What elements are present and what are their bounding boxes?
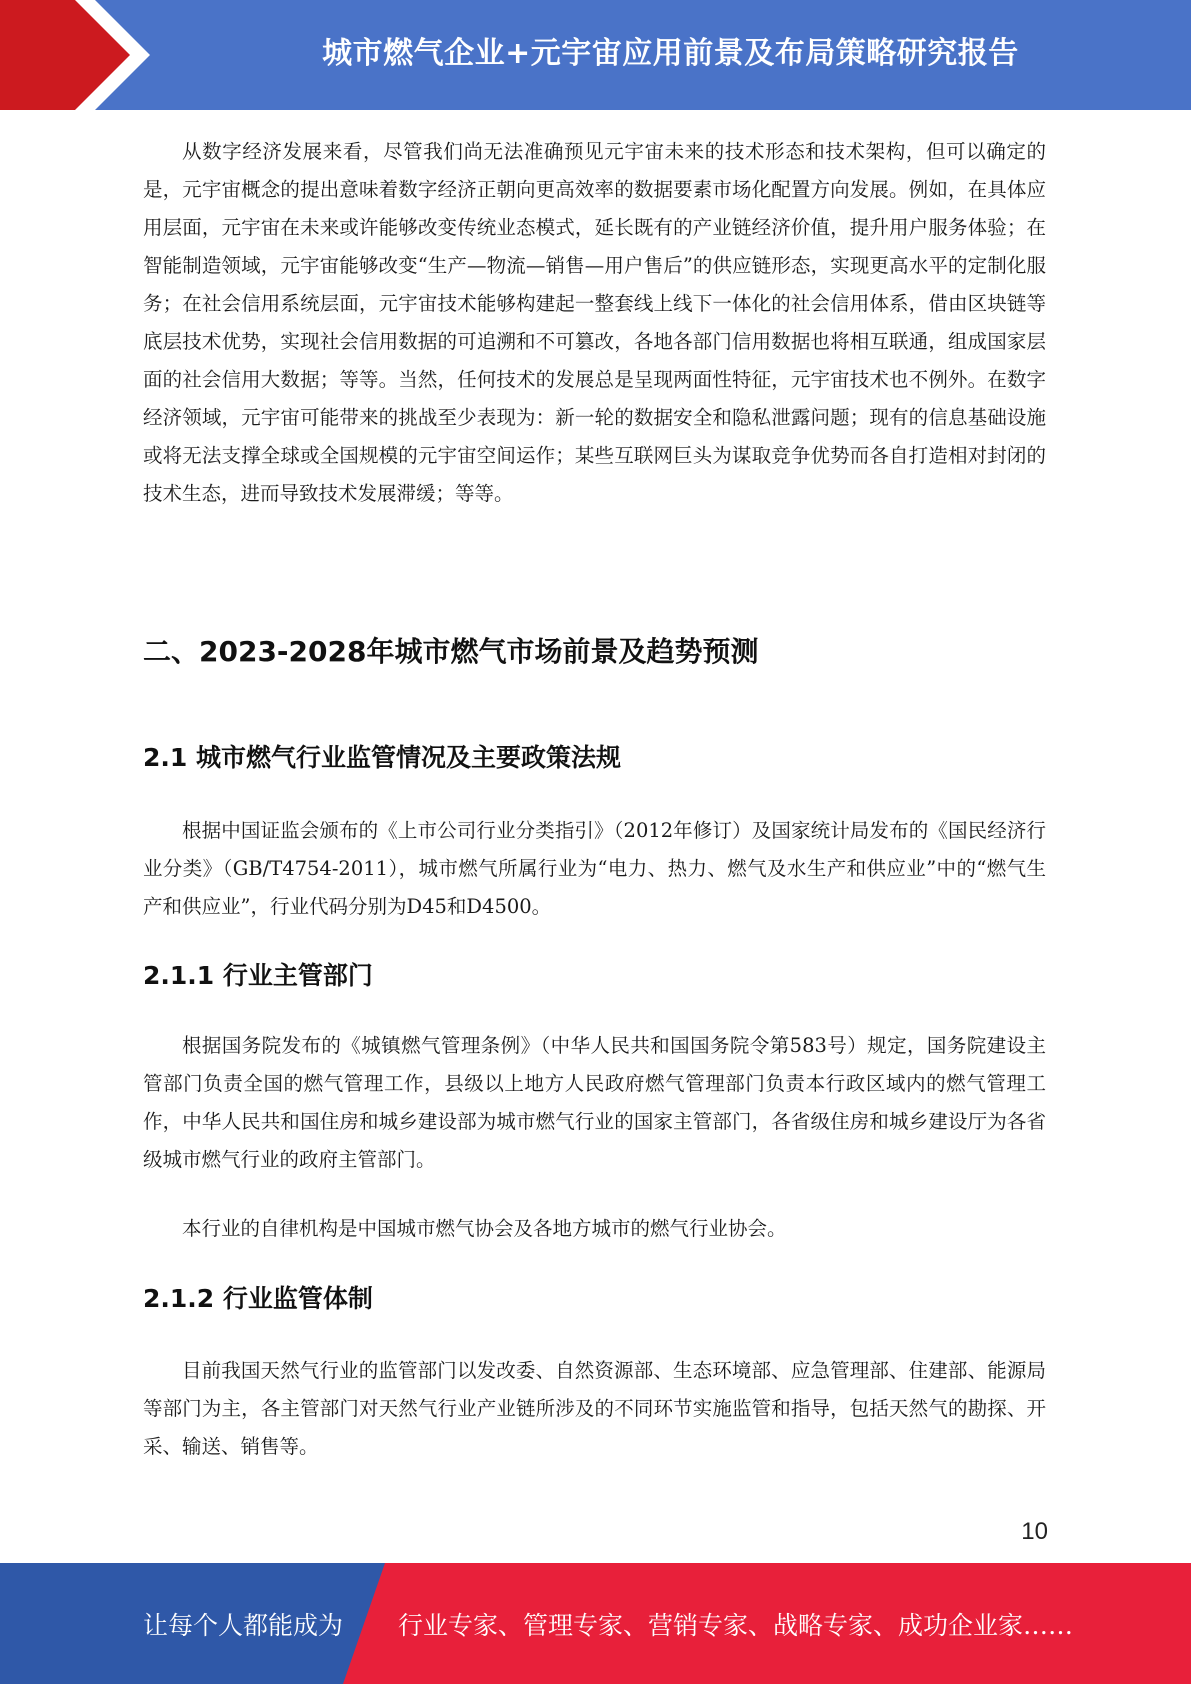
footer-slogan-right: 行业专家、管理专家、营销专家、战略专家、成功企业家…… <box>398 1610 1074 1640</box>
chevron-arrow-icon <box>0 0 160 110</box>
section-2-1-1-paragraph-1: 根据国务院发布的《城镇燃气管理条例》（中华人民共和国国务院令第583号）规定，国务院建设主管部门负责全国的燃气管理工作，县级以上地方人民政府燃气管理部门负责本行政区域内的燃气管理工作，中华人民共和国住房和城乡建设部为城市燃气行业的国家主管部门，各省级住房和城乡建设厅为各省级城市燃气行业的政府主管部门。 <box>143 1034 1046 1171</box>
section-2-1-paragraph: 根据中国证监会颁布的《上市公司行业分类指引》（2012年修订）及国家统计局发布的《国民经济行业分类》（GB/T4754-2011），城市燃气所属行业为“电力、热力、燃气及水生产和供应业”中的“燃气生产和供应业”，行业代码分别为D45和D4500。 <box>143 819 1046 918</box>
footer-slogan-left: 让每个人都能成为 <box>143 1610 344 1640</box>
report-title: 城市燃气企业+元宇宙应用前景及布局策略研究报告 <box>322 36 1019 71</box>
section-2-1-1-heading: 2.1.1 行业主管部门 <box>143 961 373 990</box>
section-2-1-1-body-2 <box>143 1210 1046 1248</box>
section-2-1-1-body <box>143 1027 1046 1179</box>
section-2-1-2-paragraph: 目前我国天然气行业的监管部门以发改委、自然资源部、生态环境部、应急管理部、住建部、能源局等部门为主，各主管部门对天然气行业产业链所涉及的不同环节实施监管和指导，包括天然气的勘探、开采、输送、销售等。 <box>143 1359 1046 1458</box>
section-2-heading: 二、2023-2028年城市燃气市场前景及趋势预测 <box>143 635 759 668</box>
header-band <box>0 0 1191 110</box>
section-2-1-2-body <box>143 1352 1046 1466</box>
intro-section <box>143 133 1046 513</box>
intro-paragraph: 从数字经济发展来看，尽管我们尚无法准确预见元宇宙未来的技术形态和技术架构，但可以确定的是，元宇宙概念的提出意味着数字经济正朝向更高效率的数据要素市场化配置方向发展。例如，在具体应用层面，元宇宙在未来或许能够改变传统业态模式，延长既有的产业链经济价值，提升用户服务体验；在智能制造领域，元宇宙能够改变“生产—物流—销售—用户售后”的供应链形态，实现更高水平的定制化服务；在社会信用系统层面，元宇宙技术能够构建起一整套线上线下一体化的社会信用体系，借由区块链等底层技术优势，实现社会信用数据的可追溯和不可篡改，各地各部门信用数据也将相互联通，组成国家层面的社会信用大数据；等等。当然，任何技术的发展总是呈现两面性特征，元宇宙技术也不例外。在数字经济领域，元宇宙可能带来的挑战至少表现为：新一轮的数据安全和隐私泄露问题；现有的信息基础设施或将无法支撑全球或全国规模的元宇宙空间运作；某些互联网巨头为谋取竞争优势而各自打造相对封闭的技术生态，进而导致技术发展滞缓；等等。 <box>143 140 1046 505</box>
section-2-1-1-paragraph-2: 本行业的自律机构是中国城市燃气协会及各地方城市的燃气行业协会。 <box>182 1217 787 1240</box>
page-number: 10 <box>1021 1518 1048 1545</box>
section-2-1-2-heading: 2.1.2 行业监管体制 <box>143 1284 373 1313</box>
section-2-1-heading: 2.1 城市燃气行业监管情况及主要政策法规 <box>143 743 621 772</box>
section-2-1-body <box>143 812 1046 926</box>
footer-band <box>0 1563 1191 1684</box>
